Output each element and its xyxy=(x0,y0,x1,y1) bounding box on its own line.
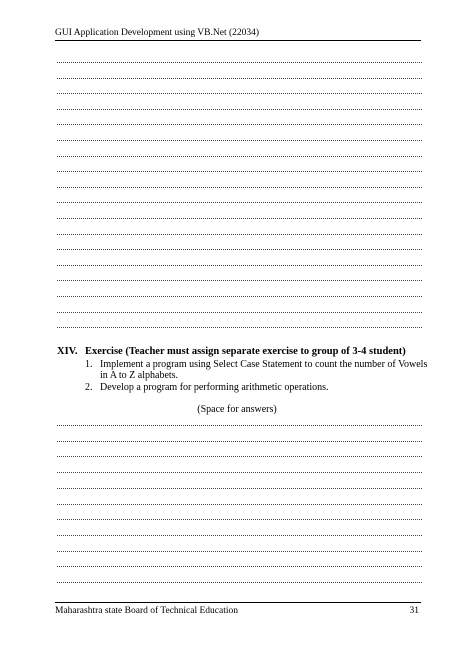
exercise-heading-text: Exercise (Teacher must assign separate exercise to group of 3-4 student) xyxy=(85,346,406,357)
exercise-item-text: Develop a program for performing arithmetic operations. xyxy=(100,382,329,393)
page-header: GUI Application Development using VB.Net (22034) xyxy=(55,28,260,38)
answer-line xyxy=(57,62,422,63)
exercise-heading xyxy=(57,346,406,358)
answer-line xyxy=(57,425,422,426)
answer-line xyxy=(57,456,422,457)
answer-line xyxy=(57,109,422,110)
answer-line xyxy=(57,218,422,219)
exercise-item-1-continuation: in A to Z alphabets. xyxy=(100,370,179,381)
header-rule xyxy=(55,40,421,41)
answer-line xyxy=(57,519,422,520)
footer-rule xyxy=(55,602,421,603)
answer-line xyxy=(57,566,422,567)
footer-organization: Maharashtra state Board of Technical Education xyxy=(55,606,239,616)
answer-line xyxy=(57,93,422,94)
answer-line xyxy=(57,78,422,79)
answer-line xyxy=(57,265,422,266)
exercise-item-number: 2. xyxy=(85,382,93,393)
answer-line xyxy=(57,156,422,157)
answer-line xyxy=(57,296,422,297)
answer-line xyxy=(57,488,422,489)
exercise-number: XIV. xyxy=(57,346,78,357)
answer-line xyxy=(57,582,422,583)
answer-line xyxy=(57,441,422,442)
answer-line xyxy=(57,124,422,125)
answer-line xyxy=(57,187,422,188)
answer-line xyxy=(57,327,422,328)
exercise-item-2 xyxy=(85,382,329,394)
exercise-item-number: 1. xyxy=(85,359,93,370)
answer-line xyxy=(57,234,422,235)
answer-line xyxy=(57,472,422,473)
answer-line xyxy=(57,535,422,536)
space-for-answers-caption: (Space for answers) xyxy=(197,404,277,415)
footer-page-number: 31 xyxy=(409,606,419,616)
answer-line xyxy=(57,504,422,505)
answer-line xyxy=(57,249,422,250)
answer-line xyxy=(57,171,422,172)
answer-line xyxy=(57,140,422,141)
answer-line xyxy=(57,312,422,313)
exercise-item-text: Implement a program using Select Case Statement to count the number of Vowels xyxy=(100,359,428,370)
answer-line xyxy=(57,551,422,552)
exercise-item-1 xyxy=(85,359,427,371)
answer-line xyxy=(57,202,422,203)
answer-line xyxy=(57,280,422,281)
